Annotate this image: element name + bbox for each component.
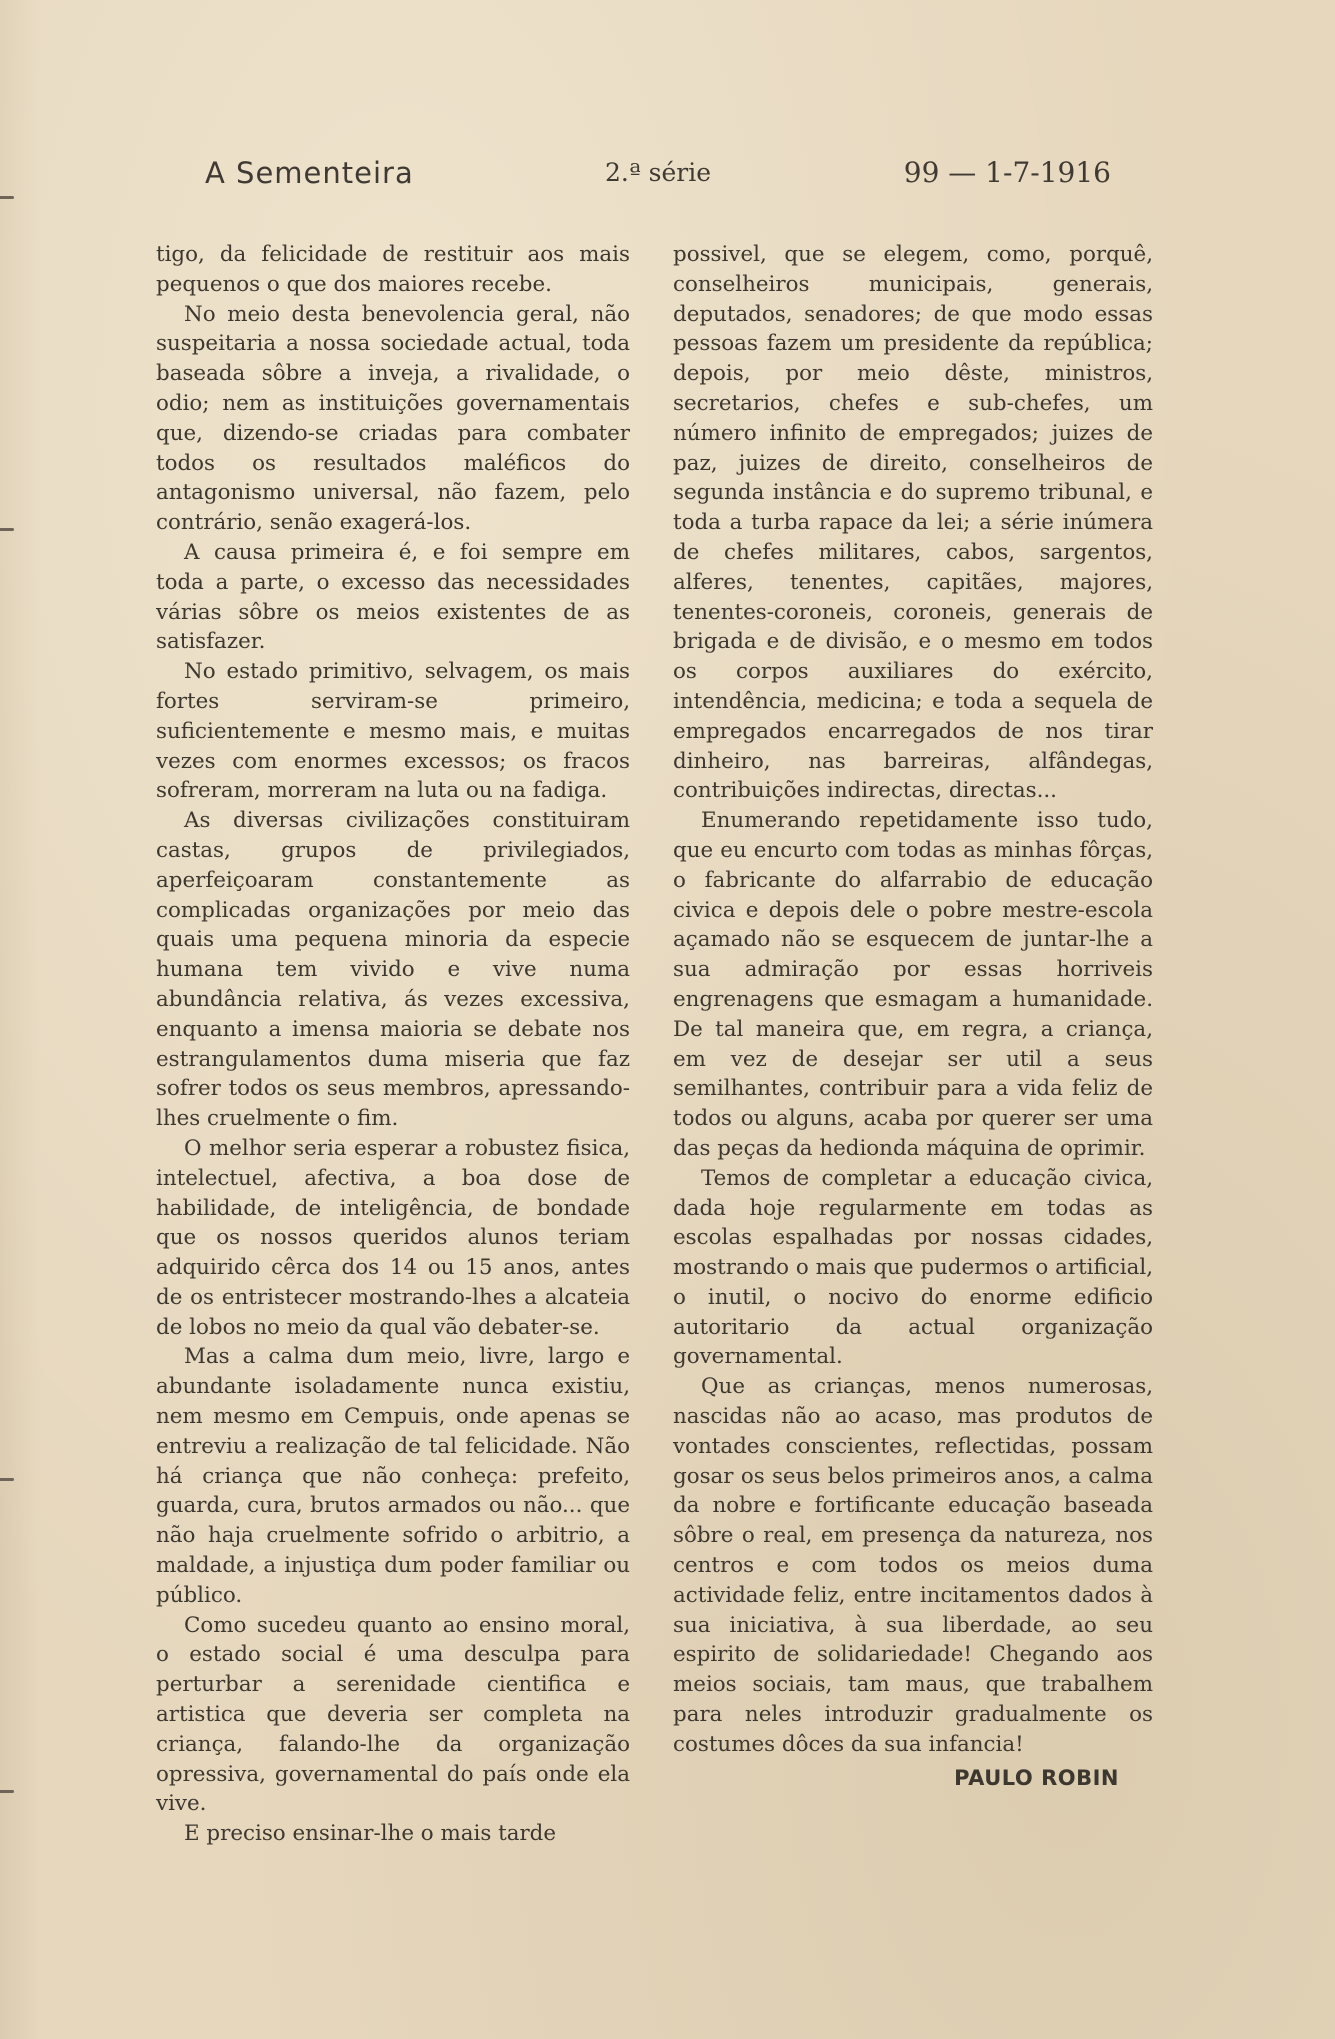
author-signature: PAULO ROBIN [954,1765,1119,1790]
paragraph: possivel, que se elegem, como, porquê, conselheiros municipais, generais, deputados, senadores; de que modo essas pessoas fazem um presidente da república; depois, por meio dêste, ministros, secretarios, chefes e sub-chefes, um número infinito de empregados; juizes de paz, juizes de direito, conselheiros de segunda instância e do supremo tribunal, e toda a turba rapace da lei; a série inúmera de chefes militares, cabos, sargentos, alferes, tenentes, capitães, majores, tenentes-coroneis, coroneis, generais de brigada e de divisão, e o mesmo em todos os corpos auxiliares do exército, intendência, medicina; e toda a sequela de empregados encarregados de nos tirar dinheiro, nas barreiras, alfândegas, contribuições indirectas, directas... [673,242,1153,804]
paragraph: tigo, da felicidade de restituir aos mais pequenos o que dos maiores recebe. [156,242,630,297]
publication-title: A Sementeira [205,156,414,190]
series-label: 2.ª série [605,158,712,187]
page-edge-mark [0,196,14,199]
issue-number-date: 99 — 1-7-1916 [903,156,1111,189]
paragraph: No estado primitivo, selvagem, os mais fortes serviram-se primeiro, suficientemente e mesmo mais, e muitas vezes com enormes excessos; os fracos sofreram, morreram na luta ou na fadiga. [156,659,630,804]
paragraph: Mas a calma dum meio, livre, largo e abundante isoladamente nunca existiu, nem mesmo em Cempuis, onde apenas se entreviu a realização de tal felicidade. Não há criança que não conheça: prefeito, guarda, cura, brutos armados ou não... que não haja cruelmente sofrido o arbitrio, a maldade, a injustiça dum poder familiar ou público. [156,1344,630,1608]
paragraph: No meio desta benevolencia geral, não suspeitaria a nossa sociedade actual, toda baseada sôbre a inveja, a rivalidade, o odio; nem as instituições governamentais que, dizendo-se criadas para combater todos os resultados maléficos do antagonismo universal, não fazem, pelo contrário, senão exagerá-los. [156,301,630,536]
page-edge-mark [0,1478,14,1481]
page-edge-mark [0,528,14,531]
paragraph: Temos de completar a educação civica, dada hoje regularmente em todas as escolas espalhadas por nossas cidades, mostrando o mais que pudermos o artificial, o inutil, o nocivo do enorme edificio autoritario da actual organização governamental. [673,1165,1153,1370]
page-edge-mark [0,1790,14,1793]
paragraph: Enumerando repetidamente isso tudo, que eu encurto com todas as minhas fôrças, o fabricante do alfarrabio de educação civica e depois dele o pobre mestre-escola açamado não se esquecem de juntar-lhe a sua admiração por essas horriveis engrenagens que esmagam a humanidade. De tal maneira que, em regra, a criança, em vez de desejar ser util a seus semilhantes, contribuir para a vida feliz de todos ou alguns, acaba por querer ser uma das peças da hedionda máquina de oprimir. [673,808,1153,1161]
paragraph: E preciso ensinar-lhe o mais tarde [184,1821,557,1847]
right-column [673,240,1153,1793]
paragraph: Que as crianças, menos numerosas, nascidas não ao acaso, mas produtos de vontades conscientes, reflectidas, possam gosar os seus belos primeiros anos, a calma da nobre e fortificante educação baseada sôbre o real, em presença da natureza, nos centros e com todos os meios duma actividade feliz, entre incitamentos dados à sua iniciativa, à sua liberdade, ao seu espirito de solidariedade! Chegando aos meios sociais, tam maus, que trabalhem para neles introduzir gradualmente os costumes dôces da sua infancia! [673,1374,1153,1757]
paragraph: A causa primeira é, e foi sempre em toda a parte, o excesso das necessidades várias sôbre os meios existentes de as satisfazer. [156,539,630,655]
left-column [156,240,630,1849]
paragraph: O melhor seria esperar a robustez fisica, intelectuel, afectiva, a boa dose de habilidade, de inteligência, de bondade que os nossos queridos alunos teriam adquirido cêrca dos 14 ou 15 anos, antes de os entristecer mostrando-lhes a alcateia de lobos no meio da qual vão debater-se. [156,1135,630,1340]
paragraph: As diversas civilizações constituiram castas, grupos de privilegiados, aperfeiçoaram constantemente as complicadas organizações por meio das quais uma pequena minoria da especie humana tem vivido e vive numa abundância relativa, ás vezes excessiva, enquanto a imensa maioria se debate nos estrangulamentos duma miseria que faz sofrer todos os seus membros, apressando-lhes cruelmente o fim. [156,808,630,1132]
paragraph: Como sucedeu quanto ao ensino moral, o estado social é uma desculpa para perturbar a serenidade cientifica e artistica que deveria ser completa na criança, falando-lhe da organização opressiva, governamental do país onde ela vive. [156,1612,630,1817]
page-header [205,156,1125,196]
